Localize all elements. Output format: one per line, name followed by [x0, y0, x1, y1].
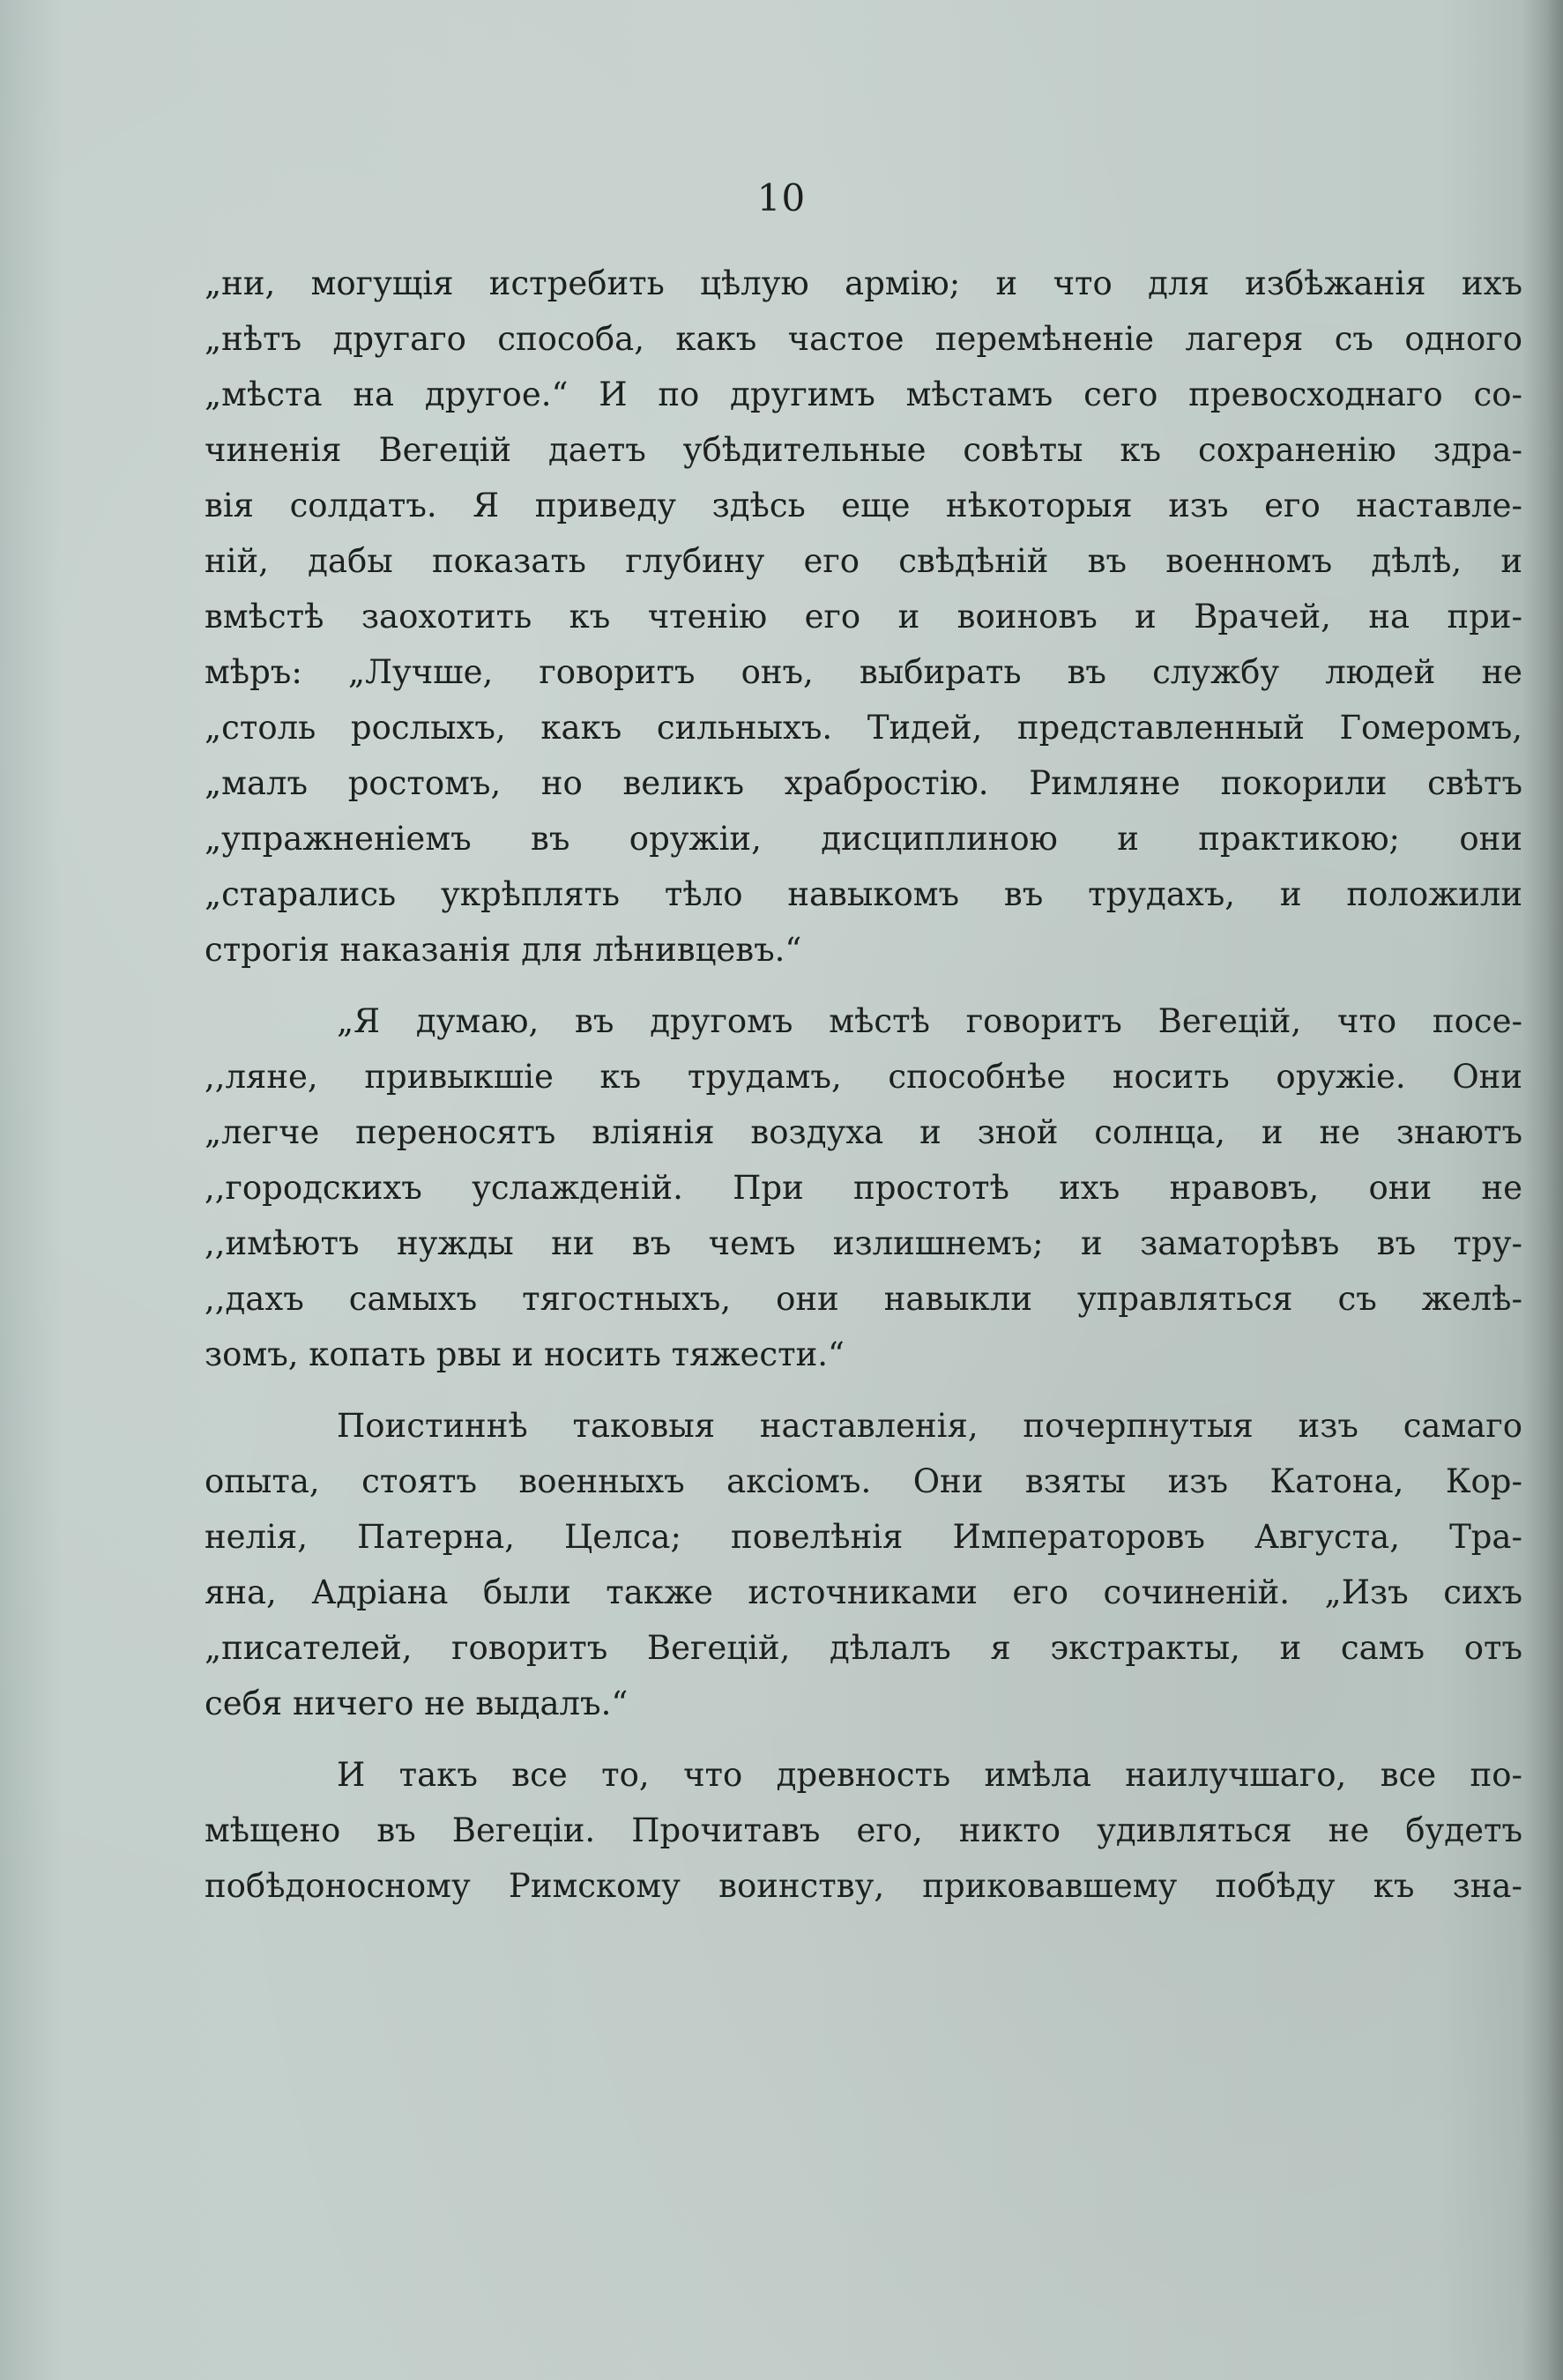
page-number: 10 — [756, 176, 807, 219]
text-line: опыта, стоятъ военныхъ аксіомъ. Они взяты изъ Катона, Кор- — [205, 1462, 1522, 1500]
paragraph-3 — [205, 1398, 1522, 1731]
text-line: вія солдатъ. Я приведу здѣсь еще нѣкоторыя изъ его наставле- — [205, 487, 1522, 524]
text-line: „Я думаю, въ другомъ мѣстѣ говоритъ Вегецій, что посе- — [337, 1002, 1522, 1040]
text-line: ,,ляне, привыкшіе къ трудамъ, способнѣе носить оружіе. Они — [205, 1058, 1522, 1096]
text-line: чиненія Вегецій даетъ убѣдительные совѣты къ сохраненію здра- — [205, 431, 1522, 469]
text-line: „ни, могущія истребить цѣлую армію; и что для избѣжанія ихъ — [205, 264, 1522, 302]
paragraph-gap — [205, 978, 1522, 993]
text-line: побѣдоносному Римскому воинству, приковавшему побѣду къ зна- — [205, 1867, 1522, 1905]
text-line: „старались укрѣплять тѣло навыкомъ въ трудахъ, и положили — [205, 875, 1522, 913]
page-edge-shadow — [1522, 0, 1563, 2380]
paragraph-gap — [205, 1731, 1522, 1747]
text-line: вмѣстѣ заохотить къ чтенію его и воиновъ и Врачей, на при- — [205, 598, 1522, 636]
text-line: И такъ все то, что древность имѣла наилучшаго, все по- — [337, 1756, 1522, 1794]
paragraph-4 — [205, 1747, 1522, 1914]
text-line: ,,городскихъ услажденій. При простотѣ ихъ нравовъ, они не — [205, 1169, 1522, 1207]
text-line: зомъ, копать рвы и носить тяжести.“ — [205, 1335, 845, 1373]
text-line: „писателей, говоритъ Вегецій, дѣлалъ я экстракты, и самъ отъ — [205, 1629, 1522, 1667]
paragraph-2 — [205, 993, 1522, 1382]
text-line: „столь рослыхъ, какъ сильныхъ. Тидей, представленный Гомеромъ, — [205, 709, 1522, 747]
text-line: „упражненіемъ въ оружіи, дисциплиною и практикою; они — [205, 820, 1522, 858]
text-line: ній, дабы показать глубину его свѣдѣній въ военномъ дѣлѣ, и — [205, 542, 1522, 580]
text-line: „мѣста на другое.“ И по другимъ мѣстамъ сего превосходнаго со- — [205, 376, 1522, 413]
text-line: нелія, Патерна, Целса; повелѣнія Императоровъ Августа, Тра- — [205, 1518, 1522, 1556]
body-text — [205, 256, 1522, 1914]
text-line: строгія наказанія для лѣнивцевъ.“ — [205, 931, 802, 969]
text-line: „нѣтъ другаго способа, какъ частое перемѣненіе лагеря съ одного — [205, 320, 1522, 358]
text-line: „малъ ростомъ, но великъ храбростію. Римляне покорили свѣтъ — [205, 764, 1522, 802]
paragraph-1 — [205, 256, 1522, 978]
text-line: „легче переносятъ вліянія воздуха и зной солнца, и не знаютъ — [205, 1113, 1522, 1151]
text-line: себя ничего не выдалъ.“ — [205, 1685, 629, 1722]
text-line: ,,имѣютъ нужды ни въ чемъ излишнемъ; и заматорѣвъ въ тру- — [205, 1224, 1522, 1262]
text-line: ,,дахъ самыхъ тягостныхъ, они навыкли управляться съ желѣ- — [205, 1280, 1522, 1318]
text-line: яна, Адріана были также источниками его сочиненій. „Изъ сихъ — [205, 1573, 1522, 1611]
text-line: мѣщено въ Вегеціи. Прочитавъ его, никто удивляться не будетъ — [205, 1811, 1522, 1849]
paragraph-gap — [205, 1382, 1522, 1398]
text-line: Поистиннѣ таковыя наставленія, почерпнутыя изъ самаго — [337, 1407, 1522, 1445]
text-line: мѣръ: „Лучше, говоритъ онъ, выбирать въ службу людей не — [205, 653, 1522, 691]
